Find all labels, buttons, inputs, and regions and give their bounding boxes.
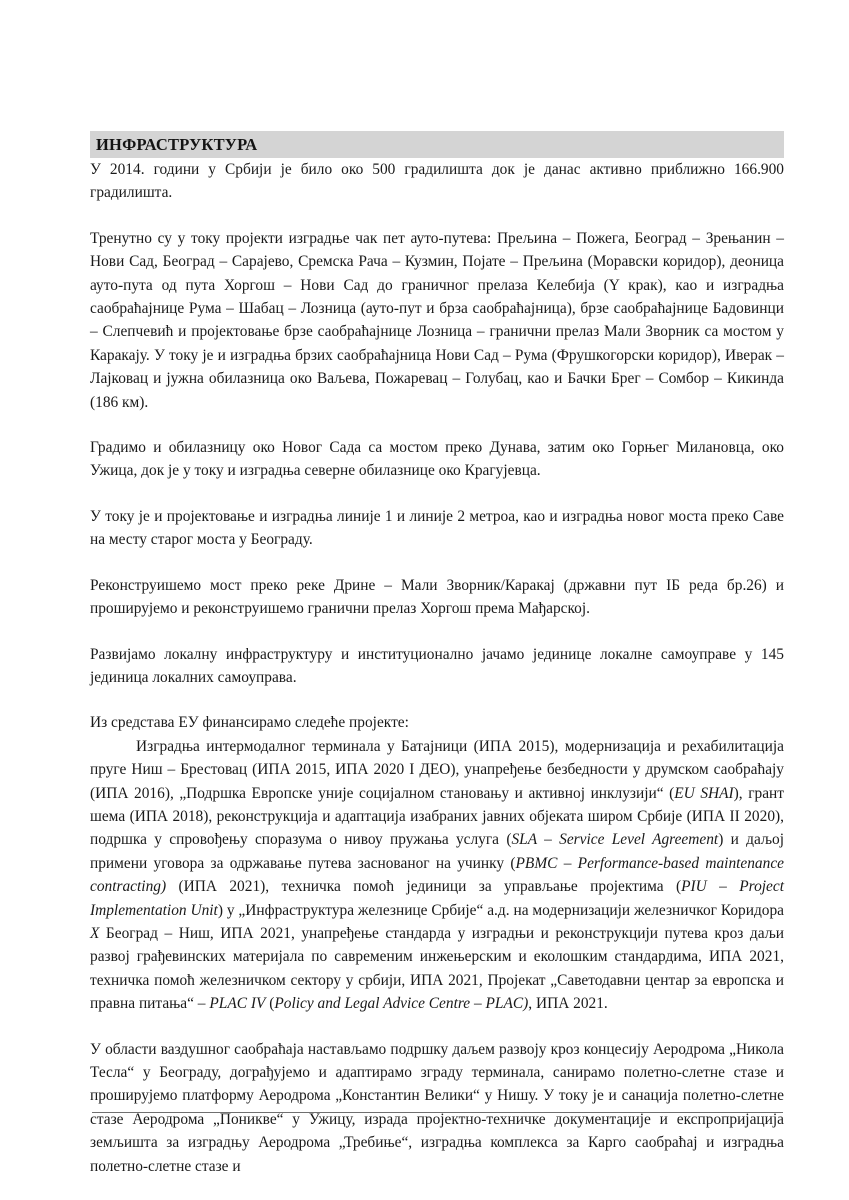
document-content: [90, 131, 784, 1178]
paragraph-drina-bridge: Реконструишемо мост преко реке Дрине – Мали Зворник/Каракај (државни пут IБ реда бр.26) и проширујемо и реконструишемо гранични прелаз Хоргош према Мађарској.: [90, 576, 784, 618]
text-run: ) и даљој примени уговора за одржавање путева заснованог на учинку (: [90, 831, 784, 872]
paragraph-bypasses: Градимо и обилазницу око Новог Сада са мостом преко Дунава, затим око Горњег Милановца, око Ужица, док је у току и изградња северне обилазнице око Крагујевца.: [90, 439, 784, 480]
text-run: , ИПА 2021.: [528, 995, 608, 1013]
section-heading-bar: [90, 131, 784, 158]
paragraph-local-infrastructure: Развијамо локалну инфраструктуру и институционално јачамо јединице локалне самоуправе у 145 јединица локалних самоуправа.: [90, 645, 784, 686]
text-run: ), грант шема (ИПА 2018), реконструкција и адаптација изабраних јавних објеката широм Србије (ИПА II 2020), подршка у спровођењу споразума о нивоу пружања услуга (: [90, 784, 785, 849]
paragraph-highway-projects: Тренутно су у току пројекти изградње чак пет ауто-путева: Прељина – Пожега, Београд – Зрењанин – Нови Сад, Београд – Сарајево, Сремска Рача – Кузмин, Појате – Прељина (Моравски коридор), деоница ауто-пута од пута Хоргош – Нови Сад до граничног прелаза Келебија (Y крак), као и изградња саобраћајнице Рума – Шабац – Лозница (ауто-пут и брза саобраћајница), брзе саобраћајнице Бадовинци – Слепчевић и пројектовање брзе саобраћајнице Лозница – гранични прелаз Мали Зворник са мостом у Каракају. У току је и изградња брзих саобраћајница Нови Сад – Рума (Фрушкогорски коридор), Иверак – Лајковац и јужна обилазница око Ваљева, Пожаревац – Голубац, као и Бачки Брег – Сомбор – Кикинда (186 км).: [90, 229, 784, 411]
paragraph-air-traffic: У области ваздушног саобраћаја настављамо подршку даљем развоју кроз концесију Аеродрома „Никола Тесла“ у Београду, дограђујемо и адаптирамо зграду терминала, санирамо полетно-слетне стазе и проширујемо платформу Аеродрома „Константин Велики“ у Нишу. У току је и санација полетно-слетне стазе Аеродрома „Поникве“ у Ужицу, израда пројектно-техничке документације и експропријација земљишта за изградњу Аеродрома „Требиње“, изградња комплекса за Карго саобраћај и изградња полетно-слетне стазе и: [90, 1040, 784, 1175]
italic-term: Policy and Legal Advice Centre – PLAC): [274, 995, 529, 1013]
italic-term: PIU – Project Implementation Unit: [90, 878, 784, 919]
italic-term: X: [90, 924, 100, 942]
paragraph-metro-lines: У току је и пројектовање и изградња линије 1 и линије 2 метроа, као и изградња новог моста преко Саве на месту старог моста у Београду.: [90, 507, 784, 549]
paragraph-eu-funded-projects: [90, 735, 784, 1016]
text-run: Београд – Ниш, ИПА 2021, унапређење стандарда у изградњи и реконструкцији путева кроз даљи развој грађевинских материјала по савременим инжењерским и еколошким стандардима, ИПА 2021, техничка помоћ железничком сектору у србији, ИПА 2021, Пројекат „Саветодавни центар за европска и правна питања“ –: [90, 924, 784, 1013]
italic-term: SLA – Service Level Agreement: [511, 831, 719, 849]
paragraph-construction-sites: У 2014. години у Србији је било око 500 градилишта док је данас активно приближно 166.900 градилишта.: [90, 161, 784, 202]
text-run: (ИПА 2021), техничка помоћ јединици за управљање пројектима (: [166, 878, 682, 896]
page-title: ИНФРАСТРУКТУРА: [96, 135, 258, 154]
text-run: (: [265, 995, 275, 1013]
italic-term: PBMC – Performance-based maintenance contracting): [90, 854, 784, 896]
italic-term: EU SHAI: [674, 784, 734, 802]
footer-divider: [92, 1112, 783, 1113]
italic-term: PLAC IV: [209, 995, 266, 1013]
paragraph-eu-funding-intro: Из средстава ЕУ финансирамо следеће пројекте:: [90, 714, 409, 732]
text-run: ) у „Инфраструктура железнице Србије“ а.д. на модернизацији железничког Коридора: [217, 901, 785, 919]
text-run: Изградња интермодалног терминала у Батајници (ИПА 2015), модернизација и рехабилитација пруге Ниш – Брестовац (ИПА 2015, ИПА 2020 I ДЕО), унапређење безбедности у друмском саобраћају (ИПА 2016), „Подршка Европске уније социјалном становању и активној инклузији“ (: [90, 737, 784, 802]
